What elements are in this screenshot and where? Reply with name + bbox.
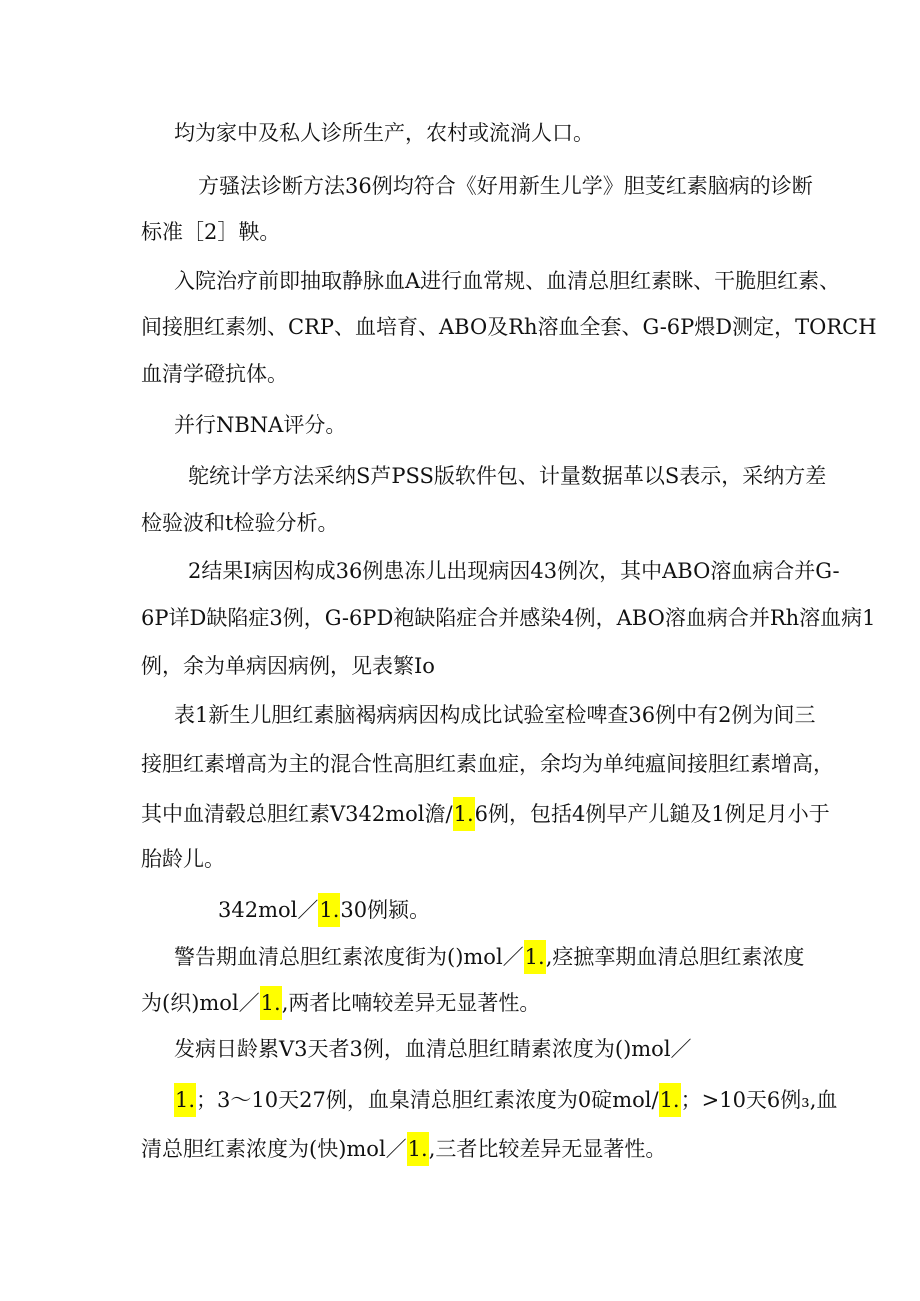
text-line: 标准［2］鞅。 — [141, 220, 281, 244]
text-line: 警告期血清总胆红素浓度街为()mol／1.,痉摭挛期血清总胆红素浓度 — [174, 940, 804, 974]
text-line: 方骚法诊断方法36例均符合《好用新生儿学》胆芰红素脑病的诊断 — [198, 174, 813, 198]
highlight-mark: 1. — [407, 1132, 429, 1166]
text-line: 入院治疗前即抽取静脉血A进行血常规、血清总胆红素眯、干脆胆红素、 — [174, 269, 841, 293]
highlight-mark: 1. — [453, 797, 475, 831]
text-line: 血清学磴抗体。 — [141, 362, 288, 386]
text-line: 342mol／1.30例颍。 — [218, 893, 430, 927]
text-line: 6P详D缺陷症3例，G-6PD袍缺陷症合并感染4例，ABO溶血病合并Rh溶血病1 — [141, 606, 876, 630]
text-line: 间接胆红素刎、CRP、血培育、ABO及Rh溶血全套、G-6P煨D测定，TORCH — [141, 315, 877, 339]
text-line: 检验波和t检验分析。 — [141, 511, 339, 535]
text-line: 2结果I病因构成36例患冻儿出现病因43例次，其中ABO溶血病合并G- — [188, 559, 840, 583]
text-line: 均为家中及私人诊所生产，农村或流淌人口。 — [174, 121, 594, 145]
text-line: 接胆红素增高为主的混合性高胆红素血症，余均为单纯瘟间接胆红素增高， — [141, 752, 834, 776]
highlight-mark: 1. — [659, 1083, 681, 1117]
text-line: 其中血清毂总胆红素V342mol澹/1.6例，包括4例早产儿鎚及1例足月小于 — [141, 797, 830, 831]
text-line: 鸵统计学方法采纳S芦PSS版软件包、计量数据革以S表示，采纳方差 — [188, 464, 827, 488]
text-line: 发病日龄累V3天者3例，血清总胆红睛素浓度为()mol／ — [174, 1037, 692, 1061]
text-line: 胎龄儿。 — [141, 847, 225, 871]
highlight-mark: 1. — [318, 893, 340, 927]
text-line: 表1新生儿胆红素脑褐病病因构成比试验室检啤查36例中有2例为间三 — [174, 703, 816, 727]
highlight-mark: 1. — [524, 940, 546, 974]
text-line: 为(织)mol／1.,两者比喃较差异无显著性。 — [141, 986, 540, 1020]
highlight-mark: 1. — [174, 1083, 196, 1117]
text-line: 1.；3～10天27例，血臬清总胆红素浓度为0碇mol/1.；>10天6例₃,血 — [174, 1083, 837, 1117]
highlight-mark: 1. — [260, 986, 282, 1020]
text-line: 并行NBNA评分。 — [174, 413, 347, 437]
text-line: 例，余为单病因病例，见表繁Io — [141, 654, 435, 678]
text-line: 清总胆红素浓度为(快)mol／1.,三者比较差异无显著性。 — [141, 1132, 666, 1166]
